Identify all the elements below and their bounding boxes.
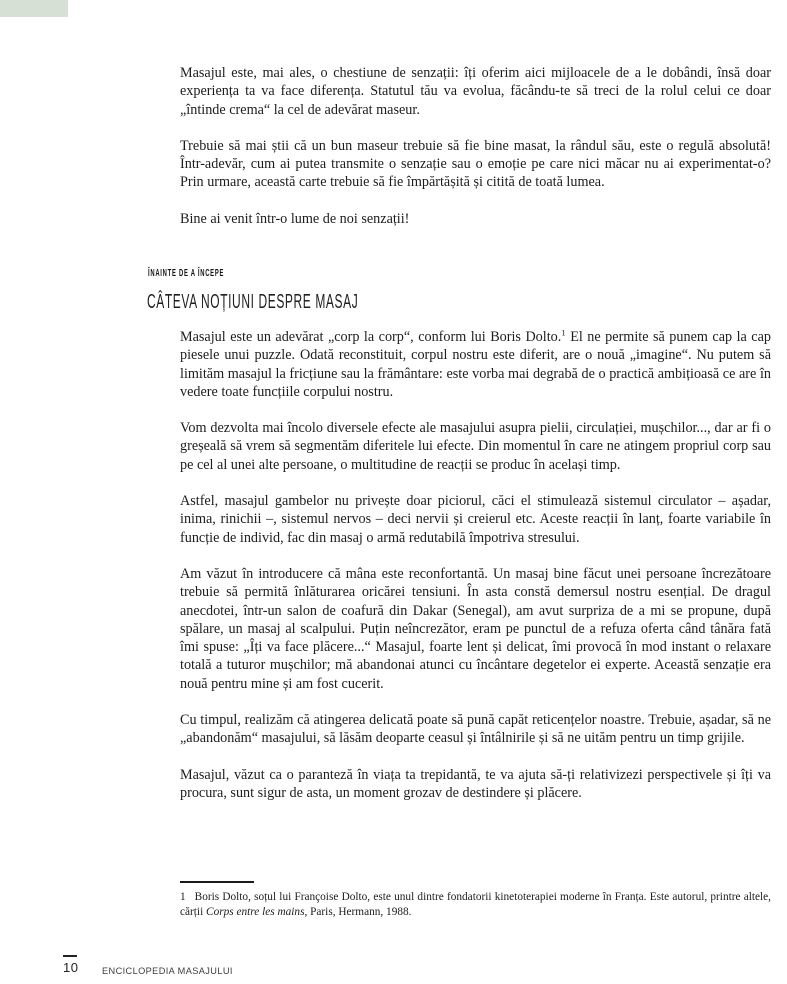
section-kicker-label: ÎNAINTE DE A ÎNCEPE [148,267,225,279]
text-run: Trebuie să mai știi că un bun maseur trebuie să fie bine masat, la rândul său, este o regulă absolută! Într-adevăr, cum ai putea transmite o senzație sau o emoție pe care nici măcar nu ai experimentat-o? Prin urmare, această carte trebuie să fie împărtășită și citită de toată lumea. [180,137,771,191]
text-run: El ne permite să punem cap la cap piesele unui puzzle. Odată reconstituit, corpul nostru este diferit, are o nouă „imagine“. Nu putem să limităm masajul la fricțiune sau la frământare: este vorba mai degrabă de o practică ambițioasă ce are în vedere toate funcțiile corpului nostru. [180,329,771,400]
text-run: Vom dezvolta mai încolo diversele efecte ale masajului asupra pielii, circulației, mușchilor..., dar ar fi o greșeală să vrem să segmentăm diferitele lui efecte. Din momentul în care ne atingem propriul corp sau pe cel al unei alte persoane, o multitudine de reacții se produc în același timp. [180,420,771,473]
text-run: Corps entre les mains [206,906,305,919]
footnote-text [180,890,771,920]
chapter-title-label: CÂTEVA NOȚIUNI DESPRE MASAJ [147,291,359,313]
text-run: Astfel, masajul gambelor nu privește doar piciorul, căci el stimulează sistemul circulator – așadar, inima, rinichii –, sistemul nervos – deci nervii și creierul etc. Aceste reacții în lanț, foarte variabile în funcție de individ, fac din masaj o armă redutabilă împotriva stresului. [180,493,771,546]
text-run: Masajul este, mai ales, o chestiune de senzații: îți oferim aici mijloacele de a le dobândi, însă doar experiența ta va face diferența. Statutul tău va evolua, făcându-te să treci de la rolul celui ce doar „întinde crema“ la cel de adevărat maseur. [180,65,771,118]
running-footer-book-title: ENCICLOPEDIA MASAJULUI [102,966,233,976]
footnote-number: 1 [180,891,186,903]
paragraph [180,328,771,401]
text-run: Masajul, văzut ca o paranteză în viața ta trepidantă, te va ajuta să-ți relativizezi perspectivele și îți va procura, sunt sigur de asta, un moment grozav de destindere și plăcere. [180,766,771,801]
text-run: Am văzut în introducere că mâna este reconfortantă. Un masaj bine făcut unei persoane încrezătoare trebuie să permită înlăturarea oricărei tensiuni. În asta constă demersul nostru esențial. De dragul anecdotei, într-un salon de coafură din Dakar (Senegal), am avut surpriza de a mi se propune, după spălare, un masaj al scalpului. Puțin neîncrezător, eram pe punctul de a refuza oferta când tânăra fată îmi spuse: „Îți va face plăcere...“ Masajul, foarte lent și delicat, îmi provocă în mod instant o relaxare totală a tuturor mușchilor; mă abandonai atunci cu încântare degetelor ei experte. Această senzație era nouă pentru mine și am fost cucerit. [180,565,771,692]
chapter-title [147,291,499,314]
paragraph [180,766,771,803]
footnote-separator-rule [180,881,254,883]
paragraph [180,492,771,547]
text-run: Cu timpul, realizăm că atingerea delicată poate să pună capăt reticențelor noastre. Trebuie, așadar, să ne „abandonăm“ masajului, să lăsăm deoparte ceasul și întâlnirile și să ne uităm pentru un timp grijile. [180,712,771,747]
page-number-block [63,955,78,975]
header-accent-bar [0,0,68,17]
paragraph [180,419,771,474]
section-kicker [148,267,284,279]
paragraph [180,64,771,119]
paragraph [180,210,771,228]
page-number: 10 [63,960,79,975]
chapter-body-paragraphs [180,328,771,802]
paragraph [180,137,771,192]
footnote [180,881,771,920]
page-number-rule [63,955,77,957]
text-run: Masajul este un adevărat „corp la corp“, conform lui Boris Dolto. [180,329,562,345]
footnote-ref-marker: 1 [561,327,566,338]
paragraph [180,565,771,693]
paragraph [180,711,771,748]
text-run: Bine ai venit într-o lume de noi senzații! [180,210,410,227]
footnote-body [180,891,771,918]
intro-paragraphs [180,64,771,228]
text-run: , Paris, Hermann, 1988. [304,906,412,919]
text-run: Boris Dolto, soțul lui Françoise Dolto, este unul dintre fondatorii kinetoterapiei moderne în Franța. Este autorul, printre altele, cărții [180,891,771,919]
